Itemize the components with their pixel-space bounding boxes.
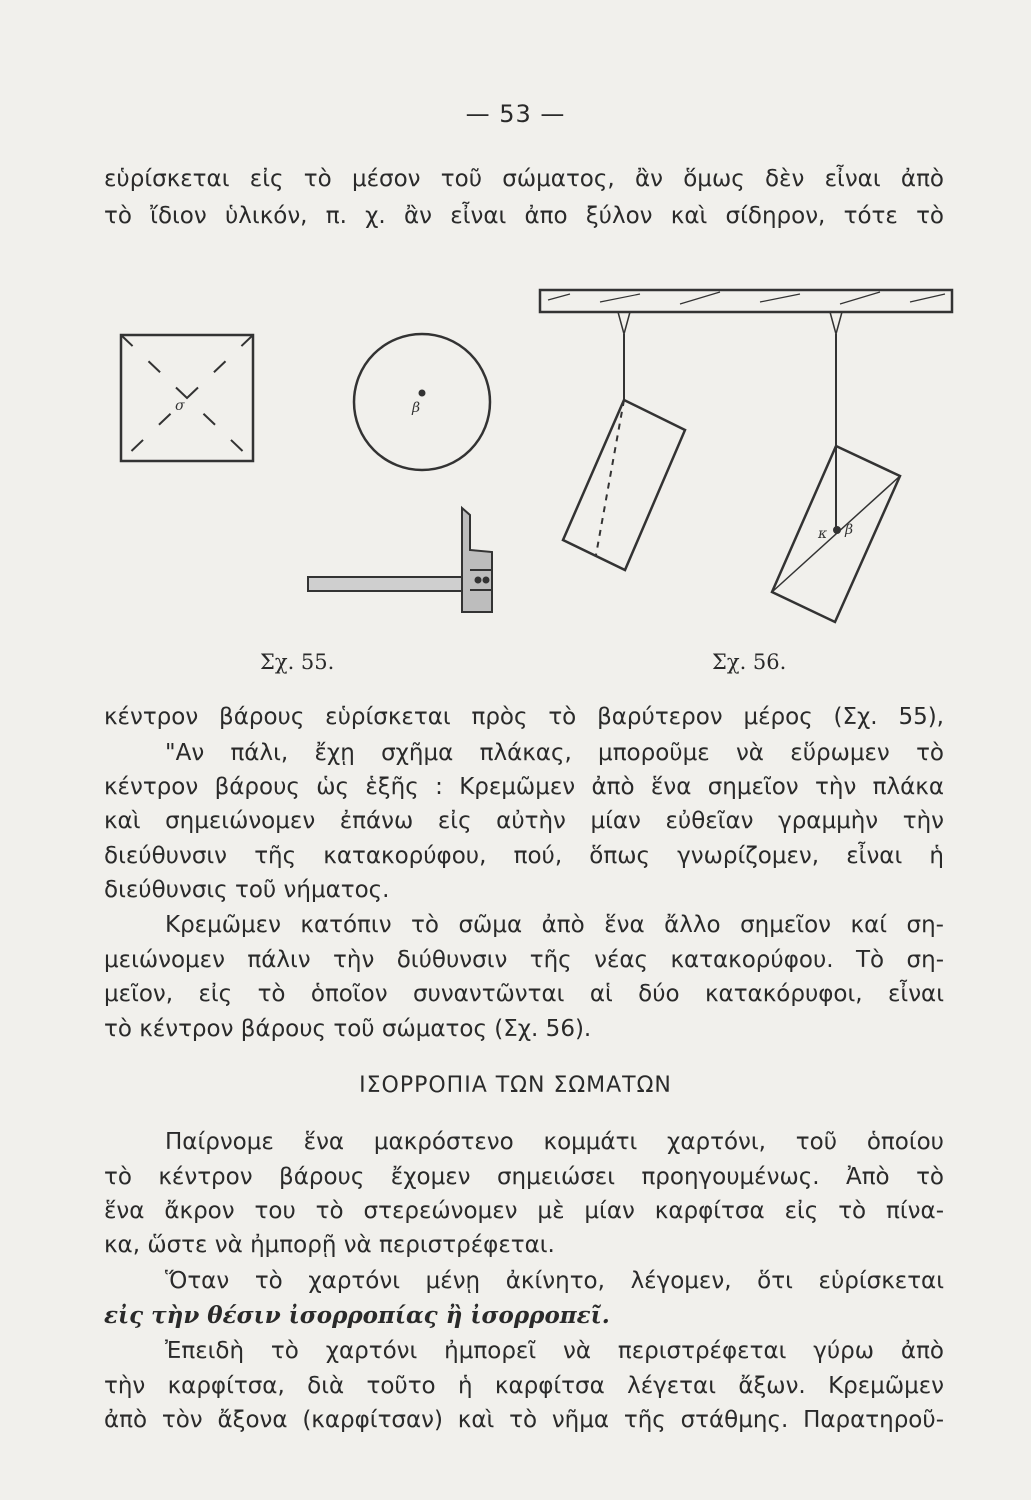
square-plate-figure: [121, 335, 253, 461]
text-line-italic: εἰς τὴν θέσιν ἰσορροπίας ἢ ἰσορροπεῖ.: [104, 1302, 610, 1329]
text-line: τὸ κέντρον βάρους ἔχομεν σημειώσει προηγουμένως. Ἀπὸ τὸ: [104, 1164, 944, 1190]
text-line: κα, ὥστε νὰ ἠμπορῇ νὰ περιστρέφεται.: [104, 1232, 555, 1258]
hanging-plate-left: [563, 312, 685, 570]
figures-55-56: [0, 270, 1031, 650]
fig-label: κ: [818, 526, 828, 542]
text-line: κέντρον βάρους ὡς ἑξῆς : Κρεμῶμεν ἀπὸ ἕνα σημεῖον τὴν πλάκα: [104, 774, 944, 800]
text-line: διεύθυνσις τοῦ νήματος.: [104, 877, 390, 903]
text-line: τὴν καρφίτσα, διὰ τοῦτο ἡ καρφίτσα λέγεται ἄξων. Κρεμῶμεν: [104, 1373, 944, 1399]
text-line: Ὅταν τὸ χαρτόνι μένῃ ἀκίνητο, λέγομεν, ὅτι εὑρίσκεται: [165, 1268, 944, 1294]
text-line: μειώνομεν πάλιν τὴν διύθυνσιν τῆς νέας κατακορύφου. Τὸ ση-: [104, 947, 944, 973]
text-line: καὶ σημειώνομεν ἐπάνω εἰς αὐτὴν μίαν εὐθεῖαν γραμμὴν τὴν: [104, 808, 944, 834]
page-number: — 53 —: [465, 100, 566, 128]
disc-figure: [354, 334, 490, 470]
caption-fig-55: Σχ. 55.: [260, 650, 335, 674]
fig-label: β: [412, 400, 421, 416]
text-line: Κρεμῶμεν κατόπιν τὸ σῶμα ἀπὸ ἕνα ἄλλο σημεῖον καί ση-: [165, 912, 944, 938]
text-line: τὸ κέντρον βάρους τοῦ σώματος (Σχ. 56).: [104, 1016, 592, 1042]
text-line: "Αν πάλι, ἔχῃ σχῆμα πλάκας, μποροῦμε νὰ εὕρωμεν τὸ: [165, 740, 944, 766]
text-line: εὑρίσκεται εἰς τὸ μέσον τοῦ σώματος, ἂν ὅμως δὲν εἶναι ἀπὸ: [104, 166, 944, 192]
hammer-figure: [308, 508, 492, 612]
section-heading: ΙΣΟΡΡΟΠΙΑ ΤΩΝ ΣΩΜΑΤΩΝ: [359, 1073, 672, 1098]
fig-label: σ: [175, 398, 185, 414]
text-line: διεύθυνσιν τῆς κατακορύφου, πού, ὅπως γνωρίζομεν, εἶναι ἡ: [104, 843, 944, 869]
text-line: Παίρνομε ἕνα μακρόστενο κομμάτι χαρτόνι, τοῦ ὁποίου: [165, 1129, 944, 1155]
text-line: ἕνα ἄκρον του τὸ στερεώνομεν μὲ μίαν καρφίτσα εἰς τὸ πίνα-: [104, 1198, 944, 1224]
text-line: μεῖον, εἰς τὸ ὁποῖον συναντῶνται αἱ δύο κατακόρυφοι, εἶναι: [104, 981, 944, 1007]
text-line: τὸ ἴδιον ὑλικόν, π. χ. ἂν εἶναι ἀπο ξύλον καὶ σίδηρον, τότε τὸ: [104, 203, 944, 229]
beam-figure: [540, 290, 952, 312]
text-line: κέντρον βάρους εὑρίσκεται πρὸς τὸ βαρύτερον μέρος (Σχ. 55),: [104, 704, 944, 730]
text-line: ἀπὸ τὸν ἄξονα (καρφίτσαν) καὶ τὸ νῆμα τῆς στάθμης. Παρατηροῦ-: [104, 1407, 944, 1433]
hanging-plate-right: [772, 312, 900, 622]
caption-fig-56: Σχ. 56.: [712, 650, 787, 674]
fig-label: β: [845, 522, 854, 538]
text-line: Ἐπειδὴ τὸ χαρτόνι ἠμπορεῖ νὰ περιστρέφεται γύρω ἀπὸ: [165, 1338, 944, 1364]
